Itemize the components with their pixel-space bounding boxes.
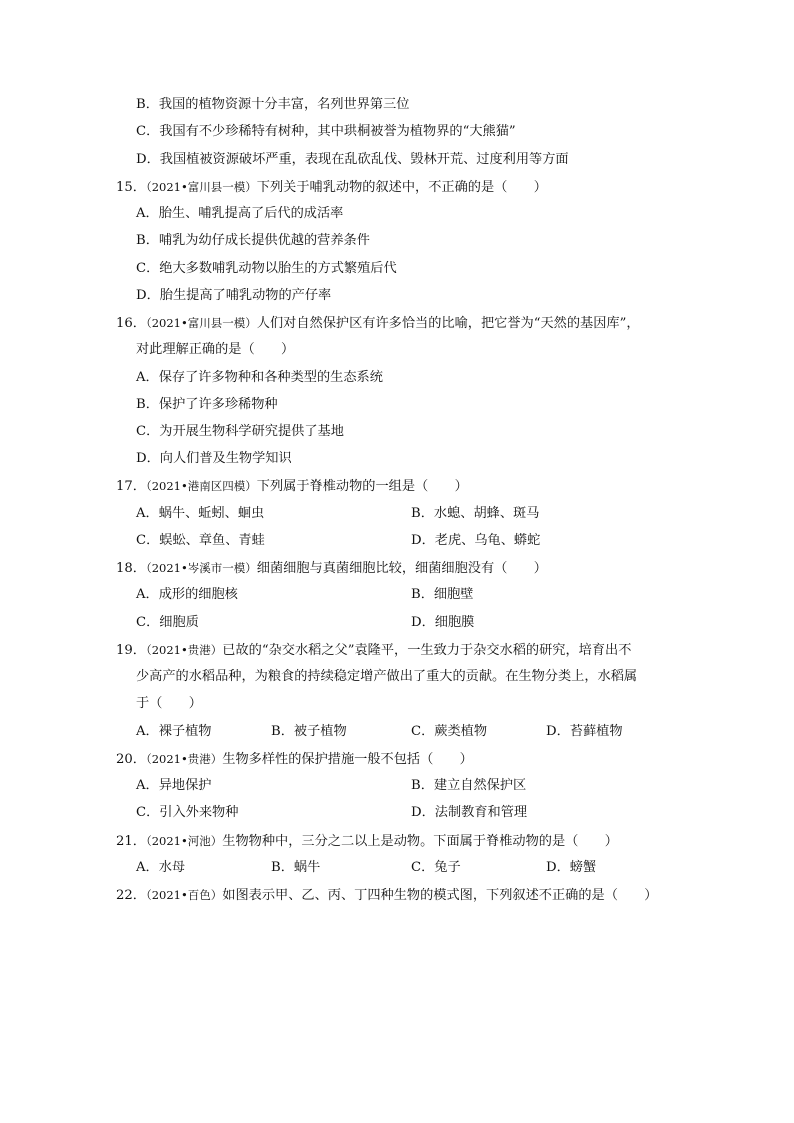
option-21-c: C．兔子 — [411, 860, 461, 875]
question-text: 生物物种中，三分之二以上是动物。下面属于脊椎动物的是（ ） — [222, 834, 618, 849]
question-number: 17． — [116, 479, 146, 494]
option-17-d: D．老虎、乌龟、蟒蛇 — [411, 533, 541, 548]
option-15-a: A．胎生、哺乳提高了后代的成活率 — [136, 206, 344, 221]
question-16-stem — [116, 314, 640, 333]
option-19-d: D．苔藓植物 — [546, 724, 623, 739]
question-17-stem — [116, 477, 468, 496]
question-text: 生物多样性的保护措施一般不包括（ ） — [222, 752, 473, 767]
question-source: （2021•河池） — [145, 834, 223, 848]
question-21-stem — [116, 832, 618, 851]
question-source: （2021•贵港） — [145, 752, 223, 766]
question-text: 人们对自然保护区有许多恰当的比喻，把它誉为“天然的基因库”， — [256, 316, 640, 331]
option-18-d: D．细胞膜 — [411, 615, 475, 630]
option-20-a: A．异地保护 — [136, 778, 212, 793]
option-21-d: D．螃蟹 — [546, 860, 597, 875]
option-21-a: A．水母 — [136, 860, 186, 875]
question-text: 已故的“杂交水稻之父”袁隆平，一生致力于杂交水稻的研究，培育出不 — [222, 643, 632, 658]
option-19-a: A．裸子植物 — [136, 724, 212, 739]
question-number: 15． — [116, 180, 146, 195]
question-number: 19． — [116, 643, 146, 658]
option-16-c: C．为开展生物科学研究提供了基地 — [136, 424, 344, 439]
option-14-c: C．我国有不少珍稀特有树种，其中珙桐被誉为植物界的“大熊猫” — [136, 124, 516, 139]
option-15-b: B．哺乳为幼仔成长提供优越的营养条件 — [136, 233, 370, 248]
question-number: 16． — [116, 316, 146, 331]
option-16-d: D．向人们普及生物学知识 — [136, 451, 292, 466]
option-20-b: B．建立自然保护区 — [411, 778, 527, 793]
option-14-b: B．我国的植物资源十分丰富，名列世界第三位 — [136, 97, 410, 112]
question-19-stem-cont2: 于（ ） — [136, 696, 202, 711]
question-number: 21． — [116, 834, 146, 849]
question-number: 18． — [116, 561, 146, 576]
option-18-b: B．细胞壁 — [411, 587, 474, 602]
question-text: 下列关于哺乳动物的叙述中，不正确的是（ ） — [256, 180, 547, 195]
question-source: （2021•富川县一模） — [145, 316, 257, 330]
option-14-d: D．我国植被资源破坏严重，表现在乱砍乱伐、毁林开荒、过度利用等方面 — [136, 152, 569, 167]
question-18-stem — [116, 559, 547, 578]
option-15-c: C．绝大多数哺乳动物以胎生的方式繁殖后代 — [136, 261, 397, 276]
option-17-c: C．蜈蚣、章鱼、青蛙 — [136, 533, 265, 548]
question-source: （2021•百色） — [145, 888, 223, 902]
option-21-b: B．蜗牛 — [271, 860, 321, 875]
question-19-stem-cont: 少高产的水稻品种，为粮食的持续稳定增产做出了重大的贡献。在生物分类上，水稻属 — [136, 669, 638, 684]
option-15-d: D．胎生提高了哺乳动物的产仔率 — [136, 288, 332, 303]
option-18-a: A．成形的细胞核 — [136, 587, 238, 602]
option-16-a: A．保存了许多物种和各种类型的生态系统 — [136, 370, 383, 385]
question-19-stem — [116, 641, 631, 660]
question-source: （2021•岑溪市一模） — [145, 561, 257, 575]
question-15-stem — [116, 178, 547, 197]
option-17-b: B．水螅、胡蜂、斑马 — [411, 506, 540, 521]
question-20-stem — [116, 750, 473, 769]
question-text: 如图表示甲、乙、丙、丁四种生物的模式图，下列叙述不正确的是（ ） — [222, 888, 658, 903]
option-20-d: D．法制教育和管理 — [411, 805, 528, 820]
question-22-stem — [116, 886, 657, 905]
question-text: 下列属于脊椎动物的一组是（ ） — [256, 479, 468, 494]
question-source: （2021•港南区四模） — [145, 479, 257, 493]
question-text: 细菌细胞与真菌细胞比较，细菌细胞没有（ ） — [256, 561, 547, 576]
option-20-c: C．引入外来物种 — [136, 805, 239, 820]
question-number: 22． — [116, 888, 146, 903]
question-number: 20． — [116, 752, 146, 767]
option-16-b: B．保护了许多珍稀物种 — [136, 397, 278, 412]
question-source: （2021•贵港） — [145, 643, 223, 657]
option-17-a: A．蜗牛、蚯蚓、蛔虫 — [136, 506, 265, 521]
option-19-b: B．被子植物 — [271, 724, 347, 739]
question-source: （2021•富川县一模） — [145, 180, 257, 194]
question-16-stem-cont: 对此理解正确的是（ ） — [136, 342, 295, 357]
option-19-c: C．蕨类植物 — [411, 724, 488, 739]
option-18-c: C．细胞质 — [136, 615, 199, 630]
